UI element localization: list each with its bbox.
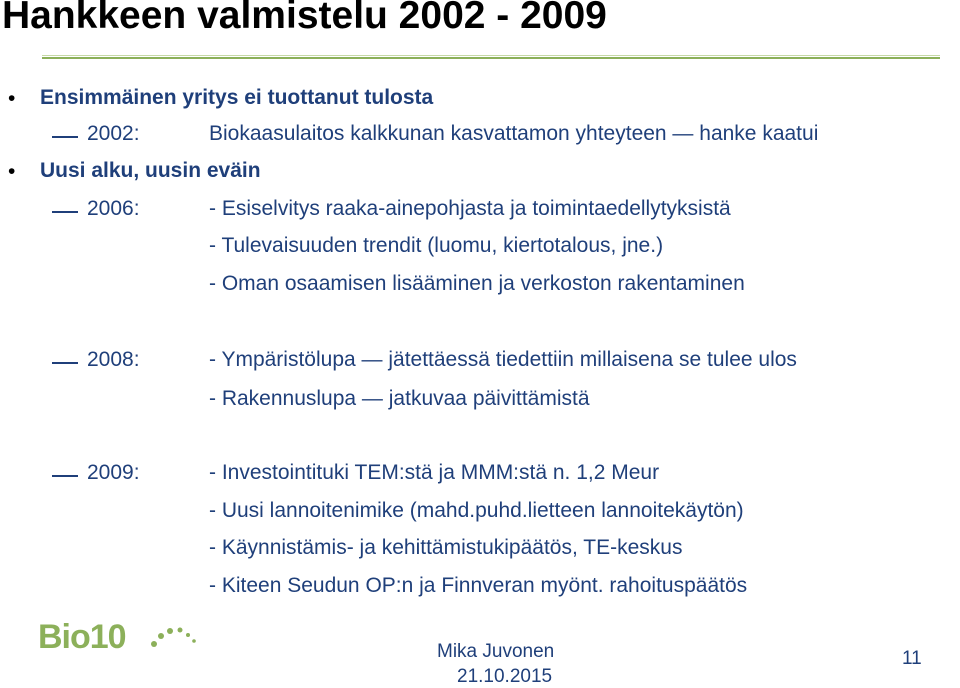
bio10-logo xyxy=(38,618,178,658)
bullet-icon: • xyxy=(8,87,16,110)
page-number: 11 xyxy=(902,648,922,669)
section-heading-2: Uusi alku, uusin eväin xyxy=(40,159,261,182)
bullet-icon: • xyxy=(8,160,16,183)
entry-2009-line-2: - Uusi lannoitenimike (mahd.puhd.lietteen lannoitekäytön) xyxy=(209,499,744,522)
entry-2008-line-2: - Rakennuslupa ― jatkuvaa päivittämistä xyxy=(209,387,590,410)
entry-2006-line-2: - Tulevaisuuden trendit (luomu, kiertotalous, jne.) xyxy=(209,234,664,257)
entry-2006-line-1: - Esiselvitys raaka-ainepohjasta ja toimintaedellytyksistä xyxy=(209,197,731,220)
entry-2002-line-1: Biokaasulaitos kalkkunan kasvattamon yhteyteen ― hanke kaatui xyxy=(209,122,819,145)
section-heading-1: Ensimmäinen yritys ei tuottanut tulosta xyxy=(40,86,434,109)
year-2009: 2009: xyxy=(87,461,140,484)
dash-icon xyxy=(52,362,78,364)
dash-icon xyxy=(52,211,78,213)
title-underline xyxy=(42,55,940,59)
entry-2009-line-3: - Käynnistämis- ja kehittämistukipäätös, TE-keskus xyxy=(209,536,683,559)
logo-dots-icon xyxy=(150,622,200,652)
author-name: Mika Juvonen xyxy=(437,641,555,662)
entry-2008-line-1: - Ympäristölupa ― jätettäessä tiedettiin millaisena se tulee ulos xyxy=(209,348,797,371)
entry-2009-line-4: - Kiteen Seudun OP:n ja Finnveran myönt. rahoituspäätös xyxy=(209,574,748,597)
year-2008: 2008: xyxy=(87,348,140,371)
dash-icon xyxy=(52,136,78,138)
dash-icon xyxy=(52,475,78,477)
logo-text: Bio10 xyxy=(38,618,126,656)
year-2006: 2006: xyxy=(87,197,140,220)
entry-2009-line-1: - Investointituki TEM:stä ja MMM:stä n. 1,2 Meur xyxy=(209,461,660,484)
entry-2006-line-3: - Oman osaamisen lisääminen ja verkoston rakentaminen xyxy=(209,272,745,295)
slide-title: Hankkeen valmistelu 2002 - 2009 xyxy=(2,0,607,37)
year-2002: 2002: xyxy=(87,122,140,145)
presentation-date: 21.10.2015 xyxy=(457,666,553,687)
